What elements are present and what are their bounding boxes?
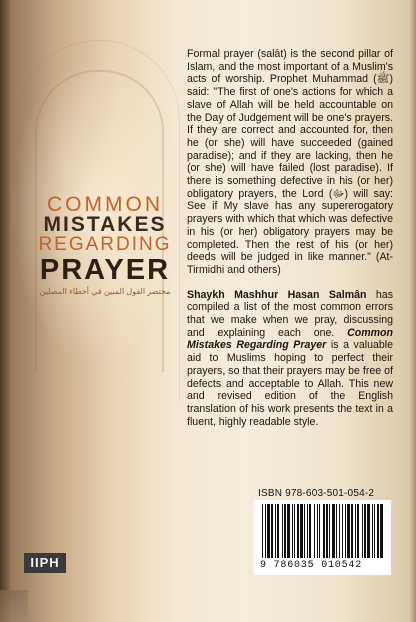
book-title <box>35 195 175 296</box>
isbn-label: ISBN 978-603-501-054-2 <box>258 488 375 499</box>
blurb-paragraph-1: Formal prayer (salāt) is the second pillar of Islam, and the most important of a Muslim's acts of worship. Prophet Muhammad (ﷺ) said: "The first of one's actions for which a slave of Allah will be held accountable on the Day of Judgement will be one's prayers. If they are correct and accounted for, then he (or she) will have succeeded (gained paradise); and if they are lacking, then he (or she) will have failed (lost paradise). If there is something defective in his (or her) obligatory prayers, the Lord (ﷻ) will say: See if My slave has any supererogatory prayers with which that which was defective in his (or her) obligatory prayers may be completed. Then the rest of his (or her) deeds will be judged in like manner." (At-Tirmidhi and others) <box>187 48 394 276</box>
title-regarding: REGARDING <box>38 234 172 255</box>
blurb-paragraph-2 <box>187 289 393 429</box>
book-title-inline: Common Mistakes Regarding Prayer <box>187 326 393 352</box>
library-sticker <box>0 590 28 622</box>
spine-edge <box>0 0 10 622</box>
blurb-text-b: is a valuable aid to Muslims hoping to perfect their prayers, so that their prayers may be free of defects and acceptable to Allah. This new and revised edition of the English translation of his work presents the text in a fluent, highly readable style. <box>187 339 394 428</box>
author-name: Shaykh Mashhur Hasan Salmân <box>187 288 367 301</box>
barcode-bars <box>260 504 385 560</box>
barcode <box>254 500 391 575</box>
title-prayer: PRAYER <box>39 254 171 286</box>
title-mistakes: MISTAKES <box>43 213 167 236</box>
title-arabic: مختصر القول المبين في أخطاء المصلين <box>39 287 171 296</box>
blurb-text-a: has compiled a list of the most common errors that we make when we pray, discussing and explaining each one. <box>187 288 393 339</box>
blurb <box>187 48 393 428</box>
cover-edge <box>410 0 416 622</box>
barcode-number: 9 786035 010542 <box>260 560 363 571</box>
publisher-logo: IIPH <box>24 553 66 573</box>
title-common: COMMON <box>47 193 163 216</box>
